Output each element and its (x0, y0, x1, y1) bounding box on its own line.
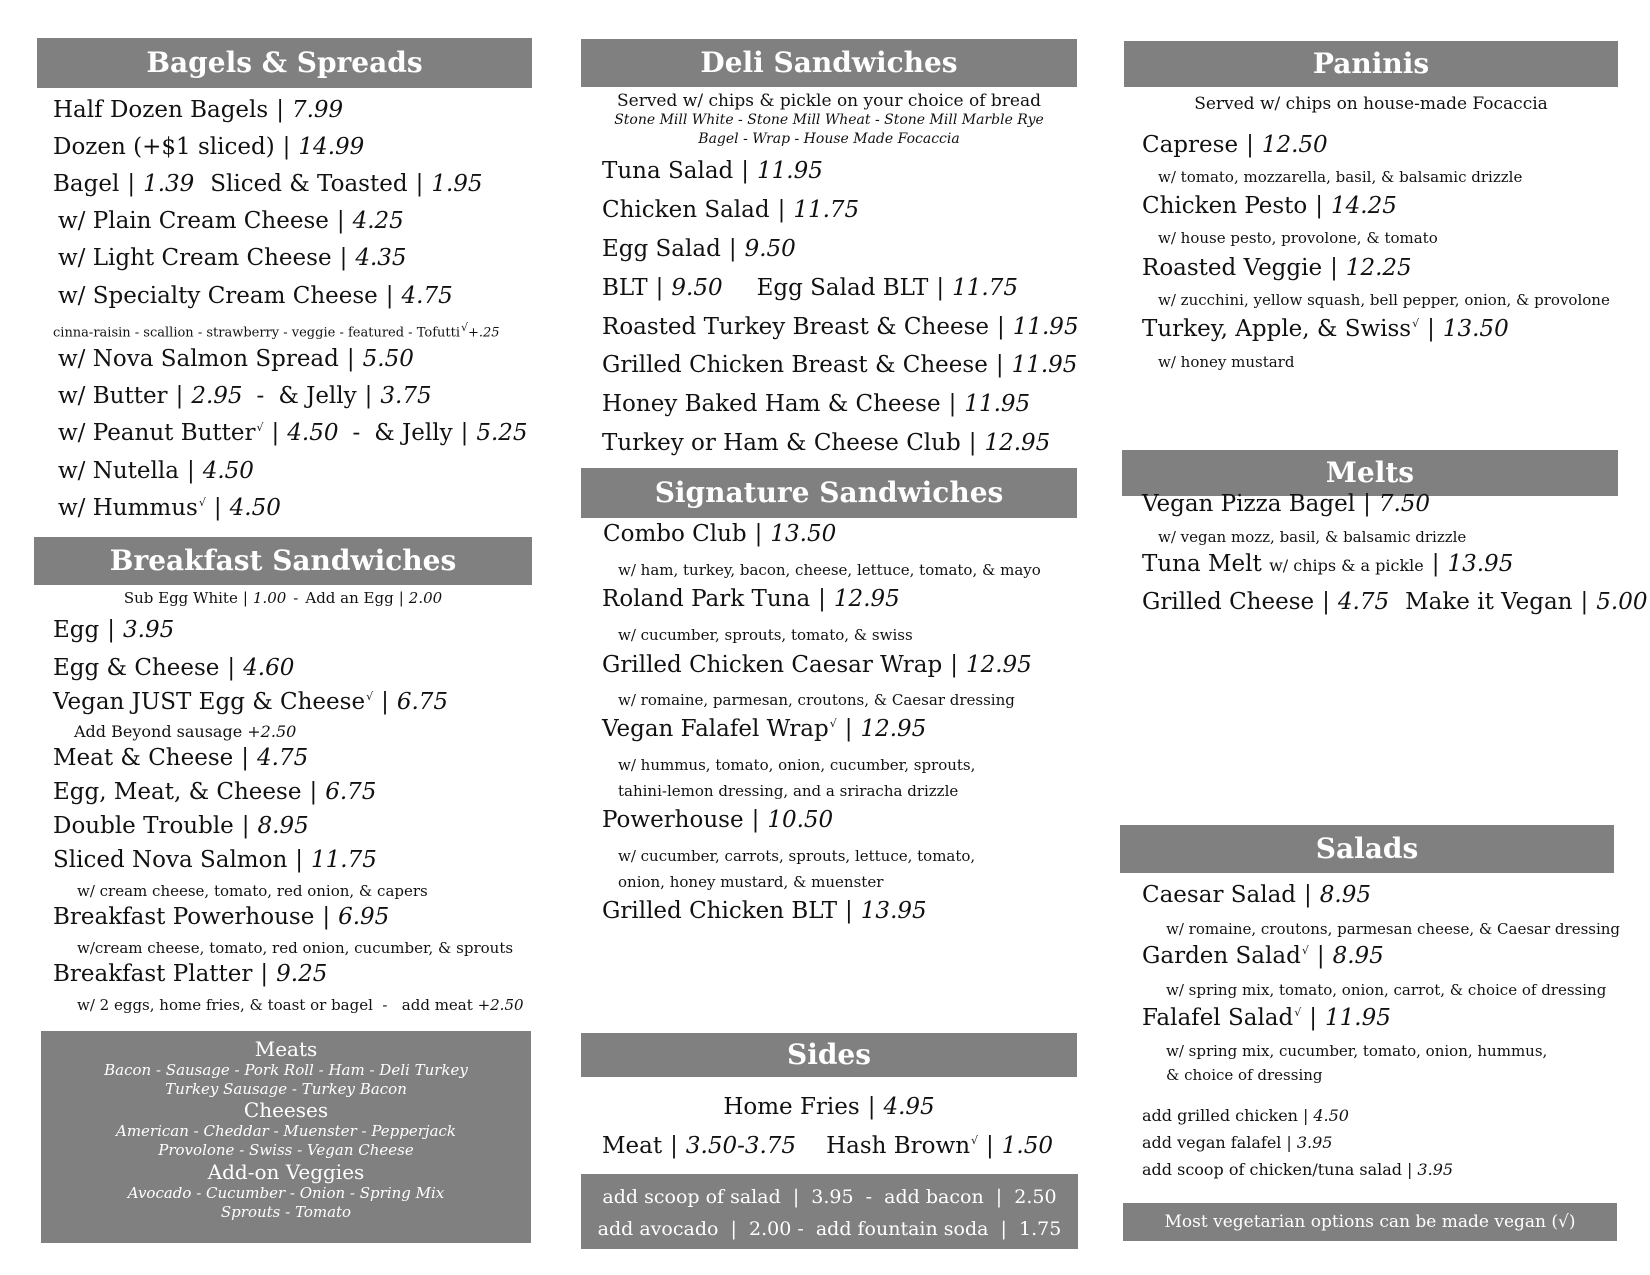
menu-item: Egg | 3.95 (53, 617, 175, 643)
item-description: w/ ham, turkey, bacon, cheese, lettuce, tomato, & mayo (618, 561, 1041, 579)
veggies-list: Avocado - Cucumber - Onion - Spring Mix (127, 1184, 445, 1202)
menu-item: Egg Salad | 9.50 (602, 236, 796, 262)
menu-item: Grilled Cheese | 4.75 Make it Vegan | 5.00 (1142, 589, 1648, 615)
item-description: w/ honey mustard (1158, 353, 1295, 371)
menu-item: Meat & Cheese | 4.75 (53, 745, 309, 771)
menu-item: Roland Park Tuna | 12.95 (602, 586, 900, 612)
menu-item: Egg, Meat, & Cheese | 6.75 (53, 779, 377, 805)
meats-title: Meats (254, 1037, 318, 1061)
item-description: w/ cucumber, carrots, sprouts, lettuce, tomato, (618, 847, 976, 865)
menu-item: w/ Hummus√ | 4.50 (58, 495, 281, 521)
menu-item: Falafel Salad√ | 11.95 (1142, 1005, 1391, 1031)
menu-item: Roasted Veggie | 12.25 (1142, 255, 1412, 281)
item-description: w/ vegan mozz, basil, & balsamic drizzle (1158, 528, 1467, 546)
salad-addon: add vegan falafel | 3.95 (1142, 1133, 1333, 1152)
item-description: w/ spring mix, tomato, onion, carrot, & choice of dressing (1166, 981, 1607, 999)
menu-item: Caesar Salad | 8.95 (1142, 882, 1371, 908)
item-description: w/cream cheese, tomato, red onion, cucumber, & sprouts (77, 939, 514, 957)
vegan-note-box: Most vegetarian options can be made vegan (√) (1123, 1203, 1617, 1241)
sides-addons-box (581, 1174, 1078, 1249)
menu-item: Powerhouse | 10.50 (602, 807, 834, 833)
side-item: Meat | 3.50-3.75 Hash Brown√ | 1.50 (602, 1133, 1054, 1159)
item-description: w/ zucchini, yellow squash, bell pepper, onion, & provolone (1158, 291, 1610, 309)
cheeses-list: American - Cheddar - Muenster - Pepperjack (115, 1122, 456, 1140)
menu-item: Breakfast Platter | 9.25 (53, 961, 328, 987)
item-description: w/ hummus, tomato, onion, cucumber, sprouts, (618, 756, 976, 774)
cheeses-title: Cheeses (243, 1098, 329, 1122)
menu-item: Grilled Chicken Caesar Wrap | 12.95 (602, 652, 1032, 678)
item-description: tahini-lemon dressing, and a sriracha drizzle (618, 782, 959, 800)
menu-item: Vegan Falafel Wrap√ | 12.95 (602, 716, 927, 742)
menu-item: Tuna Melt w/ chips & a pickle | 13.95 (1142, 551, 1514, 577)
menu-item: Caprese | 12.50 (1142, 132, 1328, 158)
beyond-note: Add Beyond sausage +2.50 (74, 722, 297, 741)
menu-item: w/ Plain Cream Cheese | 4.25 (58, 208, 404, 234)
panini-note: Served w/ chips on house-made Focaccia (1194, 94, 1548, 114)
menu-item: Chicken Salad | 11.75 (602, 197, 860, 223)
item-description: w/ house pesto, provolone, & tomato (1158, 229, 1438, 247)
salad-addon: add grilled chicken | 4.50 (1142, 1106, 1349, 1125)
menu-item: Chicken Pesto | 14.25 (1142, 193, 1397, 219)
header-paninis: Paninis (1124, 41, 1618, 87)
menu-item: Double Trouble | 8.95 (53, 813, 309, 839)
menu-item: Egg & Cheese | 4.60 (53, 655, 295, 681)
meats-list: Turkey Sausage - Turkey Bacon (165, 1080, 407, 1098)
item-description: & choice of dressing (1166, 1066, 1323, 1084)
menu-item: w/ Nova Salmon Spread | 5.50 (58, 346, 414, 372)
menu-item: Turkey or Ham & Cheese Club | 12.95 (602, 430, 1051, 456)
menu-item: w/ Specialty Cream Cheese | 4.75 (58, 283, 453, 309)
item-description: onion, honey mustard, & muenster (618, 873, 884, 891)
item-description: w/ cream cheese, tomato, red onion, & capers (77, 882, 428, 900)
header-deli-sandwiches: Deli Sandwiches (581, 39, 1077, 87)
meats-list: Bacon - Sausage - Pork Roll - Ham - Deli Turkey (104, 1061, 468, 1079)
header-salads: Salads (1120, 825, 1614, 873)
menu-item: w/ Nutella | 4.50 (58, 458, 254, 484)
menu-item: Honey Baked Ham & Cheese | 11.95 (602, 391, 1031, 417)
header-melts: Melts (1122, 450, 1618, 496)
menu-item: Sliced Nova Salmon | 11.75 (53, 847, 377, 873)
menu-item: Dozen (+$1 sliced) | 14.99 (53, 134, 365, 160)
menu-item: w/ Butter | 2.95 - & Jelly | 3.75 (58, 383, 432, 409)
header-breakfast-sandwiches: Breakfast Sandwiches (34, 537, 532, 585)
header-signature-sandwiches: Signature Sandwiches (581, 468, 1077, 518)
menu-item: Grilled Chicken Breast & Cheese | 11.95 (602, 352, 1078, 378)
salad-addon: add scoop of chicken/tuna salad | 3.95 (1142, 1160, 1454, 1179)
bread-options: Bagel - Wrap - House Made Focaccia (698, 131, 960, 147)
item-description: w/ 2 eggs, home fries, & toast or bagel - add meat +2.50 (77, 996, 524, 1014)
veggies-title: Add-on Veggies (207, 1160, 365, 1184)
header-bagels-spreads: Bagels & Spreads (37, 38, 532, 88)
menu-item: w/ Light Cream Cheese | 4.35 (58, 245, 407, 271)
menu-item: Bagel | 1.39 Sliced & Toasted | 1.95 (53, 171, 483, 197)
menu-item: w/ Peanut Butter√ | 4.50 - & Jelly | 5.25 (58, 420, 528, 446)
addon-line: add scoop of salad | 3.95 - add bacon | 2.50 (602, 1186, 1057, 1208)
menu-item: Roasted Turkey Breast & Cheese | 11.95 (602, 314, 1079, 340)
header-sides: Sides (581, 1033, 1077, 1077)
item-description: w/ romaine, croutons, parmesan cheese, & Caesar dressing (1166, 920, 1621, 938)
menu-item: Tuna Salad | 11.95 (602, 158, 823, 184)
bread-options: Stone Mill White - Stone Mill Wheat - Stone Mill Marble Rye (614, 112, 1044, 128)
breakfast-note: Sub Egg White | 1.00 - Add an Egg | 2.00 (123, 589, 443, 607)
menu-item: Half Dozen Bagels | 7.99 (53, 97, 344, 123)
menu-item: Vegan Pizza Bagel | 7.50 (1142, 491, 1431, 517)
cream-cheese-flavors: cinna-raisin - scallion - strawberry - veggie - featured - Tofutti√+.25 (53, 321, 500, 341)
menu-item: Turkey, Apple, & Swiss√ | 13.50 (1142, 316, 1509, 342)
item-description: w/ spring mix, cucumber, tomato, onion, hummus, (1166, 1042, 1548, 1060)
menu-item: Breakfast Powerhouse | 6.95 (53, 904, 390, 930)
item-description: w/ cucumber, sprouts, tomato, & swiss (618, 626, 913, 644)
item-description: w/ tomato, mozzarella, basil, & balsamic drizzle (1158, 168, 1523, 186)
cheeses-list: Provolone - Swiss - Vegan Cheese (158, 1141, 414, 1159)
menu-item: Grilled Chicken BLT | 13.95 (602, 898, 927, 924)
side-item: Home Fries | 4.95 (723, 1094, 935, 1120)
menu-item: Garden Salad√ | 8.95 (1142, 943, 1384, 969)
item-description: w/ romaine, parmesan, croutons, & Caesar dressing (618, 691, 1015, 709)
deli-note: Served w/ chips & pickle on your choice of bread (616, 91, 1041, 111)
options-box (41, 1031, 531, 1243)
veggies-list: Sprouts - Tomato (220, 1203, 352, 1221)
addon-line: add avocado | 2.00 - add fountain soda | 1.75 (597, 1218, 1062, 1240)
menu-item: BLT | 9.50 Egg Salad BLT | 11.75 (602, 275, 1018, 301)
menu-item: Combo Club | 13.50 (603, 521, 837, 547)
menu-item: Vegan JUST Egg & Cheese√ | 6.75 (53, 689, 449, 715)
